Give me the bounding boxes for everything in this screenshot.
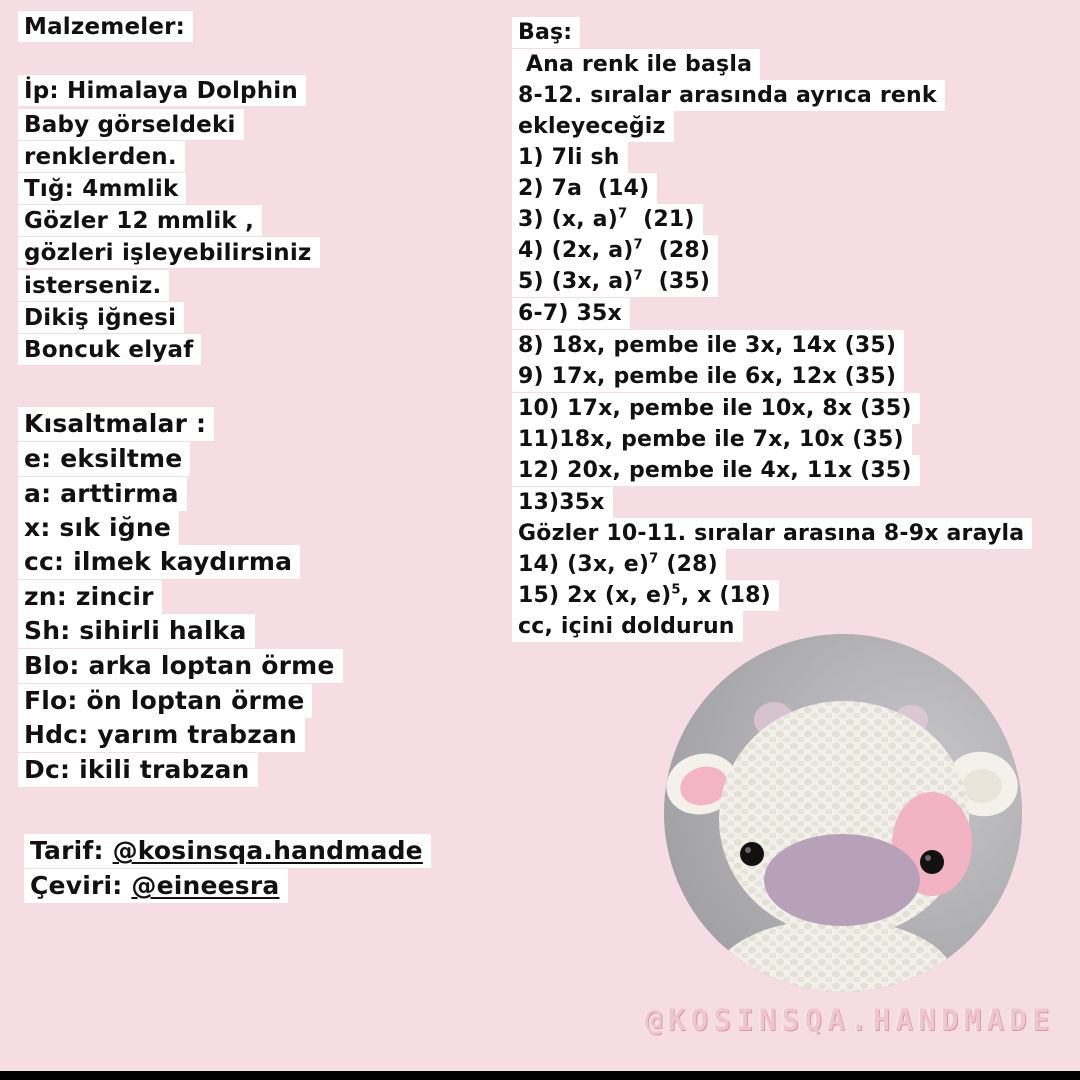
recipe-credit — [24, 834, 431, 868]
materials-line: gözleri işleyebilirsiniz — [18, 237, 320, 268]
abbreviation-item: Hdc: yarım trabzan — [18, 718, 305, 752]
abbreviation-item: x: sık iğne — [18, 511, 179, 545]
abbreviation-item: e: eksiltme — [18, 442, 190, 476]
materials-heading: Malzemeler: — [18, 11, 193, 42]
pattern-row: 1) 7li sh — [512, 142, 628, 173]
cow-amigurumi-photo — [664, 634, 1022, 992]
head-heading: Baş: — [512, 17, 580, 48]
pattern-row: 5) (3x, a)$^7$ (35) — [512, 266, 718, 297]
abbreviation-item: zn: zincir — [18, 580, 162, 614]
abbreviation-item: a: arttirma — [18, 477, 187, 511]
pattern-row: 10) 17x, pembe ile 10x, 8x (35) — [512, 393, 920, 424]
recipe-handle-link[interactable]: @kosinsqa.handmade — [112, 836, 423, 865]
pattern-row: cc, içini doldurun — [512, 611, 743, 642]
left-eye — [740, 842, 764, 866]
translation-credit — [24, 869, 288, 903]
bottom-bar — [0, 1071, 1080, 1080]
materials-line: Baby görseldeki — [18, 109, 244, 140]
pattern-row: 14) (3x, e)$^7$ (28) — [512, 549, 726, 580]
materials-line: Dikiş iğnesi — [18, 302, 184, 333]
materials-line: İp: Himalaya Dolphin — [18, 75, 306, 106]
pattern-row: 2) 7a (14) — [512, 173, 657, 204]
pattern-row: 9) 17x, pembe ile 6x, 12x (35) — [512, 361, 904, 392]
abbreviations-heading: Kısaltmalar : — [18, 407, 214, 441]
head-intro-line: Ana renk ile başla — [512, 49, 760, 80]
cow-muzzle — [764, 834, 920, 926]
head-intro-line: 8-12. sıralar arasında ayrıca renk — [512, 80, 945, 111]
pattern-row: 11)18x, pembe ile 7x, 10x (35) — [512, 424, 912, 455]
cow-illustration — [664, 634, 1022, 992]
pattern-row: 4) (2x, a)$^7$ (28) — [512, 235, 718, 266]
abbreviation-item: Blo: arka loptan örme — [18, 649, 343, 683]
translation-label: Çeviri: — [30, 871, 132, 900]
translation-handle-link[interactable]: @eineesra — [131, 871, 280, 900]
materials-line: isterseniz. — [18, 270, 169, 301]
pattern-row: 3) (x, a)$^7$ (21) — [512, 204, 703, 235]
materials-line: renklerden. — [18, 141, 185, 172]
pattern-row: 12) 20x, pembe ile 4x, 11x (35) — [512, 455, 920, 486]
materials-line: Tığ: 4mmlik — [18, 173, 186, 204]
right-eye — [920, 850, 944, 874]
head-intro-line: ekleyeceğiz — [512, 111, 674, 142]
pattern-row: 15) 2x (x, e)$^5$, x (18) — [512, 580, 779, 611]
recipe-label: Tarif: — [30, 836, 113, 865]
materials-line: Boncuk elyaf — [18, 334, 201, 365]
abbreviation-item: Sh: sihirli halka — [18, 614, 255, 648]
materials-line: Gözler 12 mmlik , — [18, 205, 262, 236]
abbreviation-item: Flo: ön loptan örme — [18, 684, 312, 718]
abbreviation-item: Dc: ikili trabzan — [18, 753, 258, 787]
pattern-row: 8) 18x, pembe ile 3x, 14x (35) — [512, 330, 904, 361]
watermark: @KOSINSQA.HANDMADE — [645, 1003, 1055, 1037]
pattern-row: 6-7) 35x — [512, 298, 630, 329]
eye-placement-note: Gözler 10-11. sıralar arasına 8-9x arayla — [512, 518, 1032, 549]
abbreviation-item: cc: ilmek kaydırma — [18, 545, 300, 579]
pattern-row: 13)35x — [512, 487, 613, 518]
